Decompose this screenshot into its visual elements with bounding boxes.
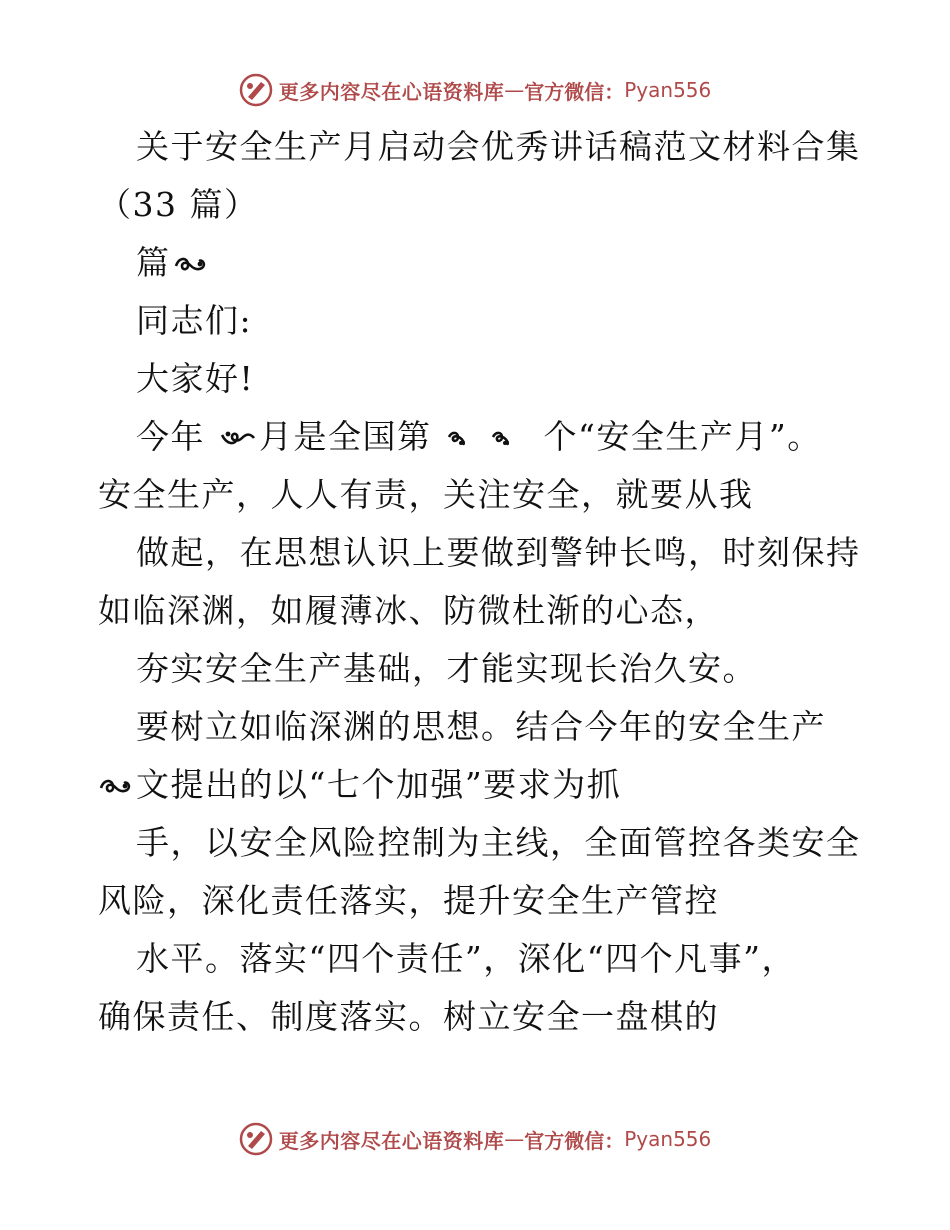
ornament-glyph-icon [173, 253, 209, 277]
paragraph-4-line-1: 要树立如临深渊的思想。结合今年的安全生产 [136, 707, 826, 746]
paragraph-1-line-2: 安全生产，人人有责，关注安全，就要从我 [98, 475, 754, 514]
brand-logo-icon [239, 1122, 273, 1156]
paragraph-1-line-1 [98, 408, 858, 466]
banner-wechat-label: 官方微信： [524, 1128, 625, 1153]
doc-title-line-1: 关于安全生产月启动会优秀讲话稿范文材料合集 [136, 127, 861, 166]
paragraph-2-line-1: 做起，在思想认识上要做到警钟长鸣，时刻保持 [136, 533, 861, 572]
banner-site-name: 更多内容尽在心语资料库 [278, 79, 505, 104]
banner-wechat-handle: Pyan556 [624, 78, 712, 102]
doc-title-line-2: （33 篇） [98, 185, 259, 224]
section-heading [98, 234, 858, 292]
greeting: 同志们: [136, 301, 253, 340]
paragraph-2-line-2: 如临深渊，如履薄冰、防微杜渐的心态， [98, 591, 719, 630]
paragraph-5-line-1: 手，以安全风险控制为主线，全面管控各类安全 [136, 823, 861, 862]
ornament-glyph-icon [219, 427, 257, 451]
p4-line-2-text: 文提出的以“七个加强”要求为抓 [136, 765, 622, 804]
banner-dash: — [504, 78, 525, 102]
p1-text-c: 个“安全生产月”。 [543, 417, 822, 456]
paragraph-3: 夯实安全生产基础，才能实现长治久安。 [136, 649, 757, 688]
header-banner [0, 70, 950, 110]
paragraph-4-line-2 [98, 756, 858, 814]
document-body [98, 118, 861, 1046]
hello: 大家好! [136, 359, 255, 398]
ornament-glyph-icon [446, 427, 486, 451]
banner-dash: — [504, 1127, 525, 1151]
banner-site-name: 更多内容尽在心语资料库 [278, 1128, 505, 1153]
ornament-glyph-icon [98, 775, 134, 799]
banner-wechat-handle: Pyan556 [624, 1127, 712, 1151]
brand-logo-icon [239, 73, 273, 107]
ornament-glyph-icon [490, 427, 530, 451]
p1-text-a: 今年 [136, 417, 205, 456]
footer-banner [0, 1119, 950, 1159]
banner-wechat-label: 官方微信： [524, 79, 625, 104]
section-label: 篇 [136, 243, 171, 282]
paragraph-6-line-2: 确保责任、制度落实。树立安全一盘棋的 [98, 997, 719, 1036]
p1-text-b: 月是全国第 [259, 417, 432, 456]
paragraph-5-line-2: 风险，深化责任落实，提升安全生产管控 [98, 881, 719, 920]
paragraph-6-line-1: 水平。落实“四个责任”，深化“四个凡事”， [136, 939, 796, 978]
